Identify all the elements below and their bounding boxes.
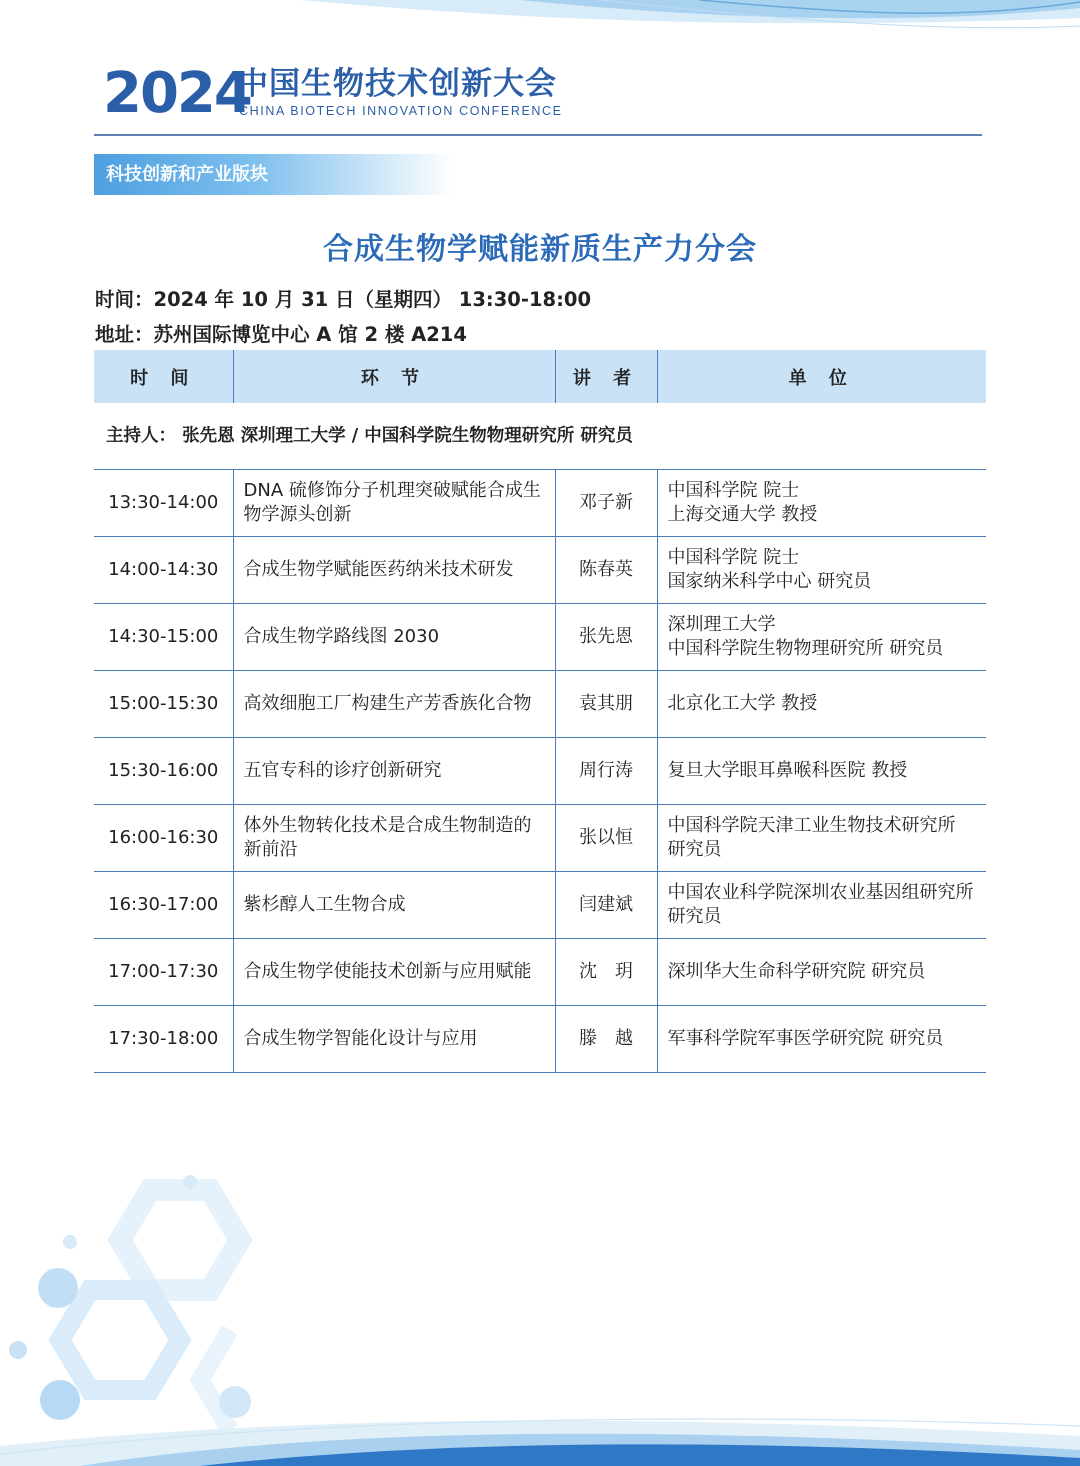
row-time: 15:30-16:00 [94,738,233,805]
unit-line: 研究员 [667,839,722,860]
row-unit [657,537,986,604]
row-topic: 高效细胞工厂构建生产芳香族化合物 [233,671,555,738]
row-time: 16:30-17:00 [94,872,233,939]
table-row [94,872,986,939]
molecule-decoration [0,1170,340,1466]
header-unit: 单 位 [657,350,986,403]
row-topic: DNA 硫修饰分子机理突破赋能合成生物学源头创新 [233,470,555,537]
table-row [94,604,986,671]
session-time: 时间：2024 年 10 月 31 日（星期四） 13:30-18:00 [95,288,592,311]
row-unit [657,872,986,939]
unit-line: 中国科学院 院士 [667,547,800,568]
row-speaker: 滕 越 [555,1006,657,1073]
row-speaker: 张以恒 [555,805,657,872]
row-topic: 体外生物转化技术是合成生物制造的新前沿 [233,805,555,872]
row-topic: 紫杉醇人工生物合成 [233,872,555,939]
row-speaker: 邓子新 [555,470,657,537]
row-speaker: 周行涛 [555,738,657,805]
unit-line: 中国科学院生物物理研究所 研究员 [667,638,944,659]
row-speaker: 陈春英 [555,537,657,604]
conference-year: 2024 [103,61,251,126]
row-time: 17:30-18:00 [94,1006,233,1073]
row-time: 17:00-17:30 [94,939,233,1006]
unit-line: 深圳理工大学 [667,614,776,635]
row-speaker: 沈 玥 [555,939,657,1006]
table-row [94,1006,986,1073]
row-time: 13:30-14:00 [94,470,233,537]
table-row [94,939,986,1006]
unit-line: 军事科学院军事医学研究院 研究员 [667,1028,944,1049]
top-wave-decoration [0,0,1080,60]
header-divider [94,134,982,136]
table-row [94,537,986,604]
unit-line: 中国科学院 院士 [667,480,800,501]
row-topic: 合成生物学使能技术创新与应用赋能 [233,939,555,1006]
host-row [94,403,986,470]
row-topic: 合成生物学赋能医药纳米技术研发 [233,537,555,604]
unit-line: 复旦大学眼耳鼻喉科医院 教授 [667,760,908,781]
row-unit [657,939,986,1006]
header-speaker: 讲 者 [555,350,657,403]
agenda-header-row [94,350,986,403]
table-row [94,738,986,805]
conference-title-en: CHINA BIOTECH INNOVATION CONFERENCE [239,104,563,118]
table-row [94,805,986,872]
row-unit [657,1006,986,1073]
row-speaker: 闫建斌 [555,872,657,939]
unit-line: 中国农业科学院深圳农业基因组研究所 研究员 [667,882,974,927]
row-time: 14:30-15:00 [94,604,233,671]
unit-line: 深圳华大生命科学研究院 研究员 [667,961,926,982]
row-speaker: 张先恩 [555,604,657,671]
unit-line: 北京化工大学 教授 [667,693,818,714]
section-tag: 科技创新和产业版块 [94,154,454,195]
row-topic: 合成生物学路线图 2030 [233,604,555,671]
session-address: 地址：苏州国际博览中心 A 馆 2 楼 A214 [95,323,467,346]
header-time: 时 间 [94,350,233,403]
row-topic: 合成生物学智能化设计与应用 [233,1006,555,1073]
row-speaker: 袁其朋 [555,671,657,738]
table-row [94,671,986,738]
table-row [94,470,986,537]
agenda-table [94,350,986,1073]
row-time: 15:00-15:30 [94,671,233,738]
header-topic: 环 节 [233,350,555,403]
unit-line: 国家纳米科学中心 研究员 [667,571,872,592]
conference-title-cn: 中国生物技术创新大会 [237,66,557,102]
host-text: 主持人： 张先恩 深圳理工大学 / 中国科学院生物物理研究所 研究员 [106,426,633,446]
unit-line: 上海交通大学 教授 [667,504,818,525]
row-time: 16:00-16:30 [94,805,233,872]
unit-line: 中国科学院天津工业生物技术研究所 [667,815,956,836]
session-title: 合成生物学赋能新质生产力分会 [323,232,757,267]
row-time: 14:00-14:30 [94,537,233,604]
row-topic: 五官专科的诊疗创新研究 [233,738,555,805]
row-unit [657,738,986,805]
row-unit [657,671,986,738]
row-unit [657,470,986,537]
row-unit [657,805,986,872]
row-unit [657,604,986,671]
